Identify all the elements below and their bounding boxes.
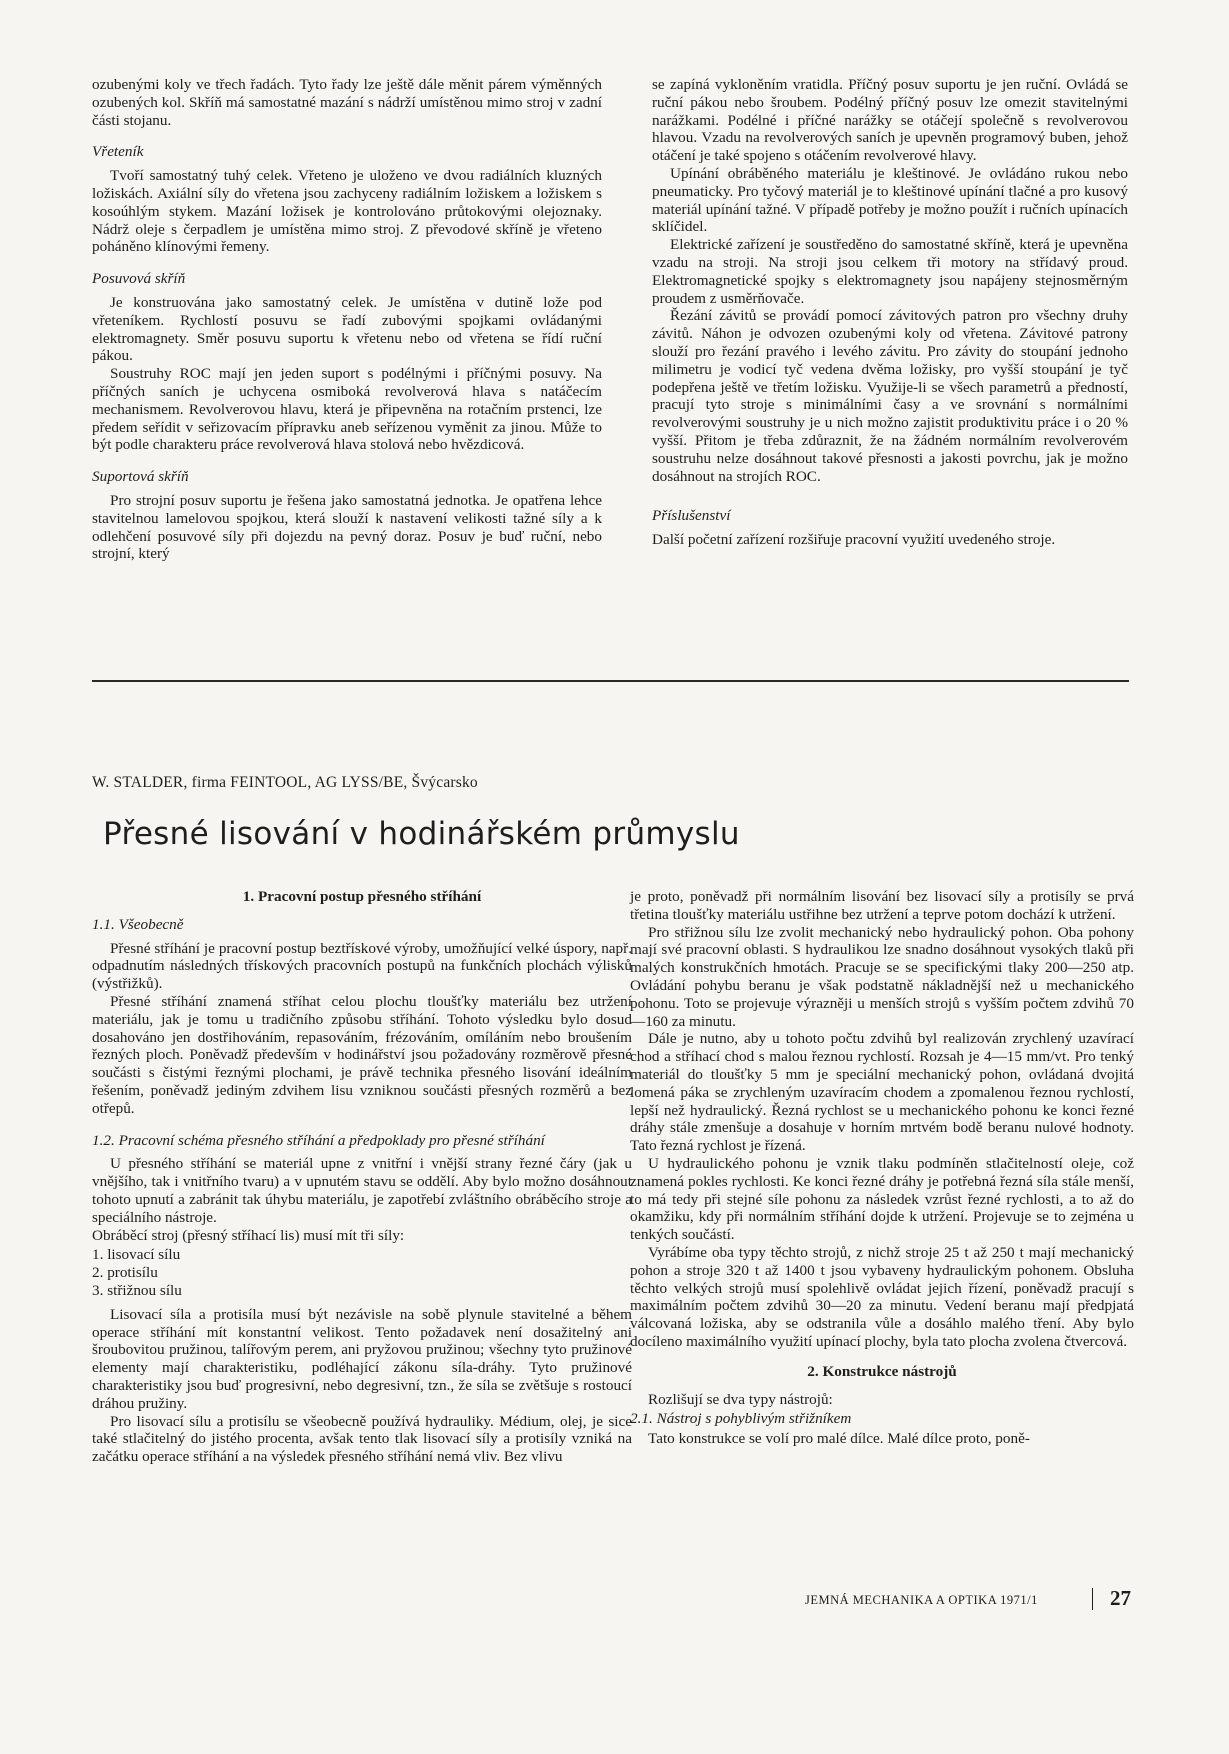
top-left-column bbox=[92, 76, 602, 563]
list-item: 1. lisovací sílu bbox=[92, 1246, 181, 1264]
section-heading: Příslušenství bbox=[652, 507, 731, 525]
paragraph: Rozlišují se dva typy nástrojů: bbox=[648, 1390, 833, 1408]
paragraph: Lisovací síla a protisíla musí být nezávisle na sobě plynule stavitelné a během operace stříhání mít konstantní velikost. Tento požadavek není dosažitelný ani šroubovitou pružinou, talířovým perem, ani pryžovou pružinou; všechny tyto pružinové elementy mají charakteristiku, podléhající zákonu síla-dráhy. Tyto pružinové charakteristiky jsou buď progresivní, nebo degresivní, tzn., že síla se zvětšuje s rostoucí dráhou pružiny. bbox=[92, 1305, 632, 1412]
paragraph: Je konstruována jako samostatný celek. Je umístěna v dutině lože pod vřeteníkem. Rychlostí posuvu se řadí zubovými spojkami ovládanými elektromagnety. Směr posuvu suportu k vřetenu nebo od vřetena se řídí ruční pákou. bbox=[92, 293, 602, 365]
section-heading: 2.1. Nástroj s pohyblivým střižníkem bbox=[630, 1410, 852, 1428]
paragraph: Obráběcí stroj (přesný stříhací lis) musí mít tři síly: bbox=[92, 1226, 405, 1244]
paragraph: Řezání závitů se provádí pomocí závitových patron pro všechny druhy závitů. Náhon je odvozen ozubenými koly od vřetena. Závitové patrony slouží pro řezání pravého i levého závitu. Pro závity do stoupání jednoho milimetru je vodicí tyč vedena dvěma ložisky, pro vyšší stoupání je tyč podepřena ještě ve třetím ložisku. Využije-li se všech parametrů a předností, pracují tyto stroje s minimálními časy a ve srovnání s normálními revolverovými soustruhy je u nich možno zajistit produktivitu práce i o 20 % vyšší. Přitom je třeba zdůraznit, že na žádném normálním revolverovém soustruhu nelze dosáhnout takové přesnosti a jakosti povrchu, jak je možno dosáhnout na strojích ROC. bbox=[652, 307, 1128, 485]
page-number: 27 bbox=[1110, 1586, 1131, 1610]
paragraph: Přesné stříhání znamená stříhat celou plochu tloušťky materiálu bez utržení materiálu, jak je tomu u tradičního způsobu stříhání. Tohoto výsledku bylo dosud dosahováno jen dostřihováním, repasováním, frézováním, omíláním nebo broušením řezných ploch. Poněvadž především v hodinářství jsou požadovány rozměrově přesné součásti s čistými řeznými plochami, je právě technika přesného lisování ideálním řešením, poněvadž jediným zdvihem lisu vzniknou součásti přesných rozměrů a bez otřepů. bbox=[92, 992, 632, 1117]
list-item: 2. protisílu bbox=[92, 1264, 158, 1282]
article-title: Přesné lisování v hodinářském průmyslu bbox=[103, 816, 740, 852]
paragraph: Soustruhy ROC mají jen jeden suport s podélnými i příčnými posuvy. Na příčných saních je uchycena osmiboká revolverová hlava s natáčecím mechanismem. Revolverovou hlavu, která je připevněna na rotačním prstenci, lze předem seřídit v seřizovacím přípravku aneb seřízenou vyměnit za jinou. Může to být podle charakteru práce revolverová hlava stolová nebo hvězdicová. bbox=[92, 365, 602, 454]
paragraph: se zapíná vykloněním vratidla. Příčný posuv suportu je jen ruční. Ovládá se ruční pákou nebo šroubem. Podélný příčný posuv lze omezit stavitelnými narážkami. Podélné i příčné narážky se otáčejí společně s revolverovou hlavou. Vzadu na revolverových saních je upevněn programový buben, jehož otáčení je také spojeno s otáčením revolverové hlavy. bbox=[652, 76, 1128, 165]
chapter-heading: 2. Konstrukce nástrojů bbox=[807, 1362, 957, 1380]
chapter-heading: 1. Pracovní postup přesného stříhání bbox=[242, 888, 482, 905]
section-heading: Vřeteník bbox=[92, 143, 144, 161]
list-item: 3. střižnou sílu bbox=[92, 1281, 182, 1299]
article-author: W. STALDER, firma FEINTOOL, AG LYSS/BE, Švýcarsko bbox=[92, 774, 478, 791]
section-heading: 1.1. Všeobecně bbox=[92, 915, 184, 933]
paragraph: je proto, poněvadž při normálním lisování bez lisovací síly a protisíly se prvá třetina tloušťky materiálu ustřihne bez utržení a teprve potom dochází k utržení. bbox=[630, 888, 1134, 923]
section-heading: Posuvová skříň bbox=[92, 270, 186, 288]
bottom-left-column bbox=[92, 888, 632, 1466]
paragraph: U přesného stříhání se materiál upne z vnitřní i vnější strany řezné čáry (jak u vnějšího, tak i vnitřního tvaru) a v upnutém stavu se oddělí. Aby bylo možno dosáhnout tohoto upnutí a zabránit tak úhybu materiálu, je zapotřebí zvláštního obráběcího stroje a speciálního nástroje. bbox=[92, 1155, 632, 1226]
section-heading: Suportová skříň bbox=[92, 468, 189, 486]
journal-name: JEMNÁ MECHANIKA A OPTIKA 1971/1 bbox=[805, 1593, 1038, 1607]
footer-divider bbox=[1092, 1588, 1093, 1610]
paragraph: Tato konstrukce se volí pro malé dílce. Malé dílce proto, poně- bbox=[648, 1430, 1030, 1448]
paragraph: ozubenými koly ve třech řadách. Tyto řady lze ještě dále měnit párem výměnných ozubených kol. Skříň má samostatné mazání s nádrží umístěnou mimo stroj v zadní části stojanu. bbox=[92, 76, 602, 129]
paragraph: Upínání obráběného materiálu je kleštinové. Je ovládáno rukou nebo pneumaticky. Pro tyčový materiál je to kleštinové upínání tlačné a pro kusový materiál upínání tažné. V případě potřeby je možno použít i ručních upínacích sklíčidel. bbox=[652, 164, 1128, 236]
section-heading: 1.2. Pracovní schéma přesného stříhání a předpoklady pro přesné stříhání bbox=[92, 1131, 545, 1149]
paragraph: Pro strojní posuv suportu je řešena jako samostatná jednotka. Je opatřena lehce stavitelnou lamelovou spojkou, která slouží k nastavení velikosti tažné síly a k odlehčení posuvové síly při dojezdu na pevný doraz. Posuv je buď ruční, nebo strojní, který bbox=[92, 491, 602, 563]
paragraph: Přesné stříhání je pracovní postup beztřískové výroby, umožňující velké úspory, např. odpadnutím následných třískových pracovních postupů na funkčních plochách výlisků (výstřižků). bbox=[92, 939, 632, 993]
paragraph: Pro střižnou sílu lze zvolit mechanický nebo hydraulický pohon. Oba pohony mají své pracovní oblasti. S hydraulikou lze snadno dosáhnout vysokých tlaků při malých konstrukčních hmotách. Pracuje se se specifickými tlaky 200—250 atp. Ovládání pohybu beranu je však podstatně nákladnější než u mechanického pohonu. Toto se projevuje výrazněji u menších strojů s vyšším počtem zdvihů 70—160 za minutu. bbox=[630, 923, 1134, 1030]
paragraph: Elektrické zařízení je soustředěno do samostatné skříně, která je upevněna vzadu na stroji. Na stroji jsou celkem tři motory na střídavý proud. Elektromagnetické spojky s elektromagnety jsou napájeny stejnosměrným proudem z usměrňovače. bbox=[652, 236, 1128, 307]
paragraph: Pro lisovací sílu a protisílu se všeobecně používá hydrauliky. Médium, olej, je sice také stlačitelný do jistého procenta, avšak tento tlak lisovací síly a protisíly vzniká na začátku operace stříhání a na výsledek přesného stříhání nemá vliv. Bez vlivu bbox=[92, 1412, 632, 1466]
paragraph: Vyrábíme oba typy těchto strojů, z nichž stroje 25 t až 250 t mají mechanický pohon a stroje 320 t až 1400 t jsou vybaveny hydraulickým pohonem. Obsluha těchto velkých strojů musí spolehlivě ovládat jejich řízení, poněvadž pracují s maximálním počtem zdvihů 30—20 za minutu. Vedení beranu mají předpjatá válcovaná ložiska, aby se odstranila vůle a dosáhlo malého tření. Aby bylo docíleno maximálního využití upínací plochy, byla tato plocha zvolena čtvercová. bbox=[630, 1243, 1134, 1350]
bottom-right-column bbox=[630, 888, 1134, 1448]
article-divider bbox=[92, 680, 1129, 682]
force-list bbox=[92, 1246, 632, 1299]
paragraph: U hydraulického pohonu je vznik tlaku podmíněn stlačitelností oleje, což znamená pokles rychlosti. Ke konci řezné dráhy je potřebná řezná síla stále menší, to má tedy při stejné síle pohonu za následek vzrůst řezné rychlosti, a to až do okamžiku, kdy při normálním stříhání dojde k utržení. Projevuje se to zejména u tenkých součástí. bbox=[630, 1154, 1134, 1244]
top-right-column bbox=[652, 76, 1128, 549]
paragraph: Další početní zařízení rozšiřuje pracovní využití uvedeného stroje. bbox=[652, 531, 1056, 549]
paragraph: Tvoří samostatný tuhý celek. Vřeteno je uloženo ve dvou radiálních kluzných ložiskách. Axiální síly do vřetena jsou zachyceny radiálním ložiskem a ložiskem s kosoúhlým stykem. Mazání ložisek je kontrolováno průtokovými olejoznaky. Nádrž oleje s čerpadlem je umístěna mimo stroj. Z převodové skříně je vřeteno poháněno klínovými řemeny. bbox=[92, 167, 602, 256]
paragraph: Dále je nutno, aby u tohoto počtu zdvihů byl realizován zrychlený uzavírací chod a stříhací chod s malou řeznou rychlostí. Rozsah je 4—15 mm/vt. Pro tenký materiál do tloušťky 5 mm je speciální mechanický pohon, ovládaná dvojitá lomená páka se zrychleným uzavíracím chodem a zpomalenou řeznou rychlostí, lepší než hydraulický. Řezná rychlost se u mechanického pohonu ke konci řezné dráhy stále zmenšuje a dosahuje v horním mrtvém bodě beranu nulové hodnoty. Tato řezná rychlost je řízená. bbox=[630, 1030, 1134, 1155]
